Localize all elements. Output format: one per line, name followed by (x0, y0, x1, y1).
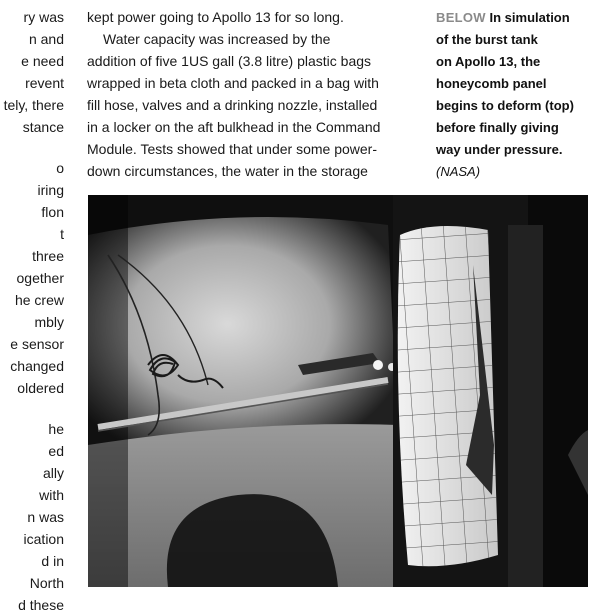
left-line: flon (41, 204, 64, 220)
left-line: ry was (23, 9, 64, 25)
left-line: o (56, 160, 64, 176)
caption-line-first (436, 7, 600, 29)
left-line: iring (37, 182, 64, 198)
body-line: Water capacity was increased by the (103, 31, 331, 47)
vignette (88, 195, 128, 587)
left-line: he crew (14, 292, 64, 308)
left-line: revent (25, 75, 64, 91)
caption-line: honeycomb panel (436, 76, 547, 91)
left-line: ed (48, 443, 64, 459)
support-beam (508, 225, 543, 587)
left-line: changed (10, 358, 64, 374)
caption-line: begins to deform (top) (436, 98, 574, 113)
left-line: tely, there (3, 97, 64, 113)
caption-line: of the burst tank (436, 32, 538, 47)
left-line: mbly (34, 314, 64, 330)
left-line: t (60, 226, 64, 242)
caption-line: before finally giving (436, 120, 559, 135)
caption-line: In simulation (489, 10, 570, 25)
body-line: Module. Tests showed that under some power- (87, 141, 378, 157)
left-line: with (39, 487, 64, 503)
body-line: down circumstances, the water in the storage (87, 163, 368, 179)
body-line: in a locker on the aft bulkhead in the Command (87, 119, 381, 135)
caption-credit: (NASA) (436, 164, 481, 179)
left-line: n and (28, 31, 64, 47)
caption-line: on Apollo 13, the (436, 54, 541, 69)
left-line: three (32, 248, 64, 264)
left-line: North (29, 575, 64, 591)
left-line: ogether (16, 270, 64, 286)
left-line: d in (41, 553, 64, 569)
photo-illustration (88, 195, 588, 587)
left-line: ication (23, 531, 64, 547)
caption-line: way under pressure. (436, 142, 563, 157)
left-line: ally (42, 465, 64, 481)
main-text-column (87, 0, 417, 190)
body-line: fill hose, valves and a drinking nozzle, installed (87, 97, 378, 113)
burst-tank-simulation-photo (88, 195, 588, 587)
photo-caption (436, 7, 600, 183)
caption-tag: BELOW (436, 10, 486, 25)
body-line: wrapped in beta cloth and packed in a bag with (87, 75, 379, 91)
body-line: addition of five 1US gall (3.8 litre) plastic bags (87, 53, 372, 69)
left-line: stance (22, 119, 64, 135)
left-text-column (0, 0, 72, 613)
body-line: kept power going to Apollo 13 for so long. (87, 9, 344, 25)
left-line: d these (18, 597, 64, 613)
left-line: e sensor (10, 336, 64, 352)
left-line: he (48, 421, 64, 437)
left-line: e need (21, 53, 64, 69)
left-line: oldered (17, 380, 64, 396)
nozzle-light (373, 360, 383, 370)
left-line: n was (27, 509, 64, 525)
